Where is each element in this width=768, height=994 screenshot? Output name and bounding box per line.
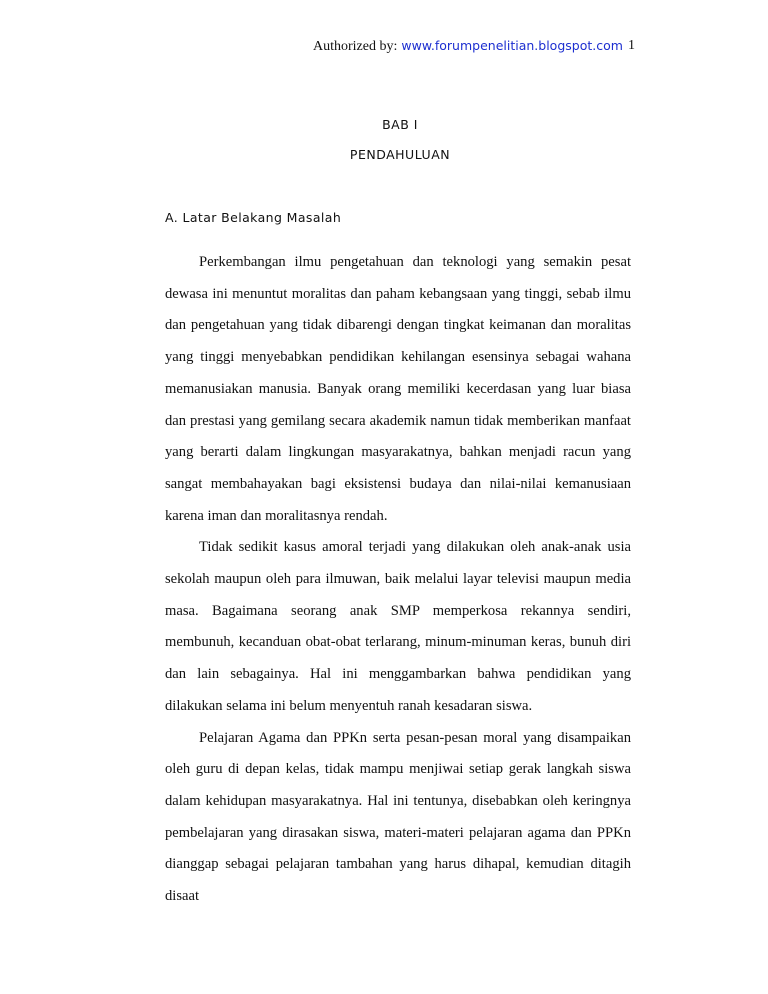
chapter-number: BAB I	[382, 117, 418, 132]
chapter-title: PENDAHULUAN	[349, 147, 451, 162]
section-heading: A. Latar Belakang Masalah	[165, 210, 342, 225]
authorized-by	[313, 38, 623, 55]
authorized-label: Authorized by:	[313, 39, 398, 54]
source-url-link[interactable]: www.forumpenelitian.blogspot.com	[401, 38, 623, 53]
page-header	[0, 38, 768, 58]
paragraph: Pelajaran Agama dan PPKn serta pesan-pesan moral yang disampaikan oleh guru di depan kelas, tidak mampu menjiwai setiap gerak langkah siswa dalam kehidupan masyarakatnya. Hal ini tentunya, disebabkan oleh keringnya pembelajaran yang dirasakan siswa, materi-materi pelajaran agama dan PPKn dianggap sebagai pelajaran tambahan yang harus dihapal, kemudian ditagih disaat	[165, 729, 631, 905]
paragraph: Perkembangan ilmu pengetahuan dan teknologi yang semakin pesat dewasa ini menuntut moralitas dan paham kebangsaan yang tinggi, sebab ilmu dan pengetahuan yang tidak dibarengi dengan tingkat keimanan dan moralitas yang tinggi menyebabkan pendidikan kehilangan esensinya sebagai wahana memanusiakan manusia. Banyak orang memiliki kecerdasan yang luar biasa dan prestasi yang gemilang secara akademik namun tidak memberikan manfaat yang berarti dalam lingkungan masyarakatnya, bahkan menjadi racun yang sangat membahayakan bagi eksistensi budaya dan nilai-nilai kemanusiaan karena iman dan moralitasnya rendah.	[165, 254, 631, 524]
paragraph: Tidak sedikit kasus amoral terjadi yang dilakukan oleh anak-anak usia sekolah maupun oleh para ilmuwan, baik melalui layar televisi maupun media masa. Bagaimana seorang anak SMP memperkosa rekannya sendiri, membunuh, kecanduan obat-obat terlarang, minum-minuman keras, bunuh diri dan lain sebagainya. Hal ini menggambarkan bahwa pendidikan yang dilakukan selama ini belum menyentuh ranah kesadaran siswa.	[165, 539, 631, 714]
page-number: 1	[628, 38, 635, 53]
body-text	[165, 247, 631, 913]
